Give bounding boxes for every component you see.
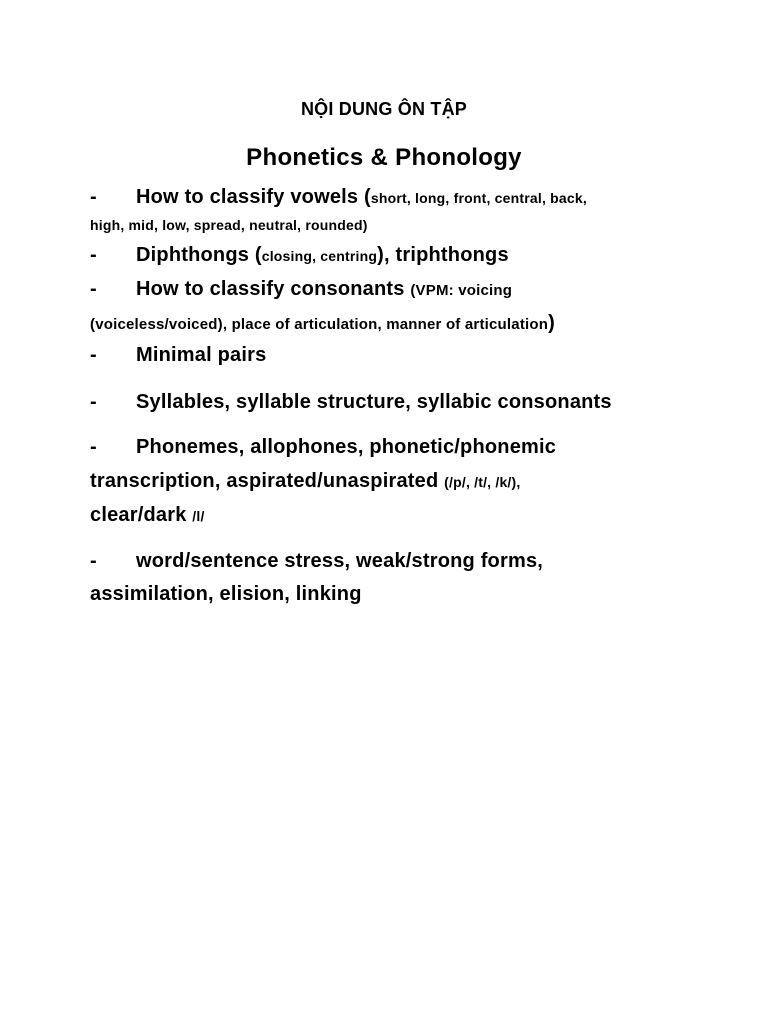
list-item-stress-continued — [90, 581, 362, 607]
bullet-dash: - — [90, 278, 97, 300]
item-detail: (/p/, /t/, /k/), — [444, 474, 521, 490]
vietnamese-heading: NỘI DUNG ÔN TẬP — [300, 99, 467, 119]
bullet-dash: - — [90, 550, 97, 572]
list-item-vowels-continued — [90, 212, 368, 238]
item-detail: closing, centring — [261, 248, 378, 264]
item-text: Diphthongs ( — [136, 244, 262, 266]
item-text: clear/dark — [90, 504, 193, 526]
list-item-phonemes-continued-2 — [90, 502, 205, 529]
item-text: Phonemes, allophones, phonetic/phonemic — [136, 436, 557, 458]
page-title: Phonetics & Phonology — [246, 144, 522, 171]
bullet-dash: - — [90, 391, 97, 413]
item-text: assimilation, elision, linking — [90, 583, 362, 605]
list-item-syllables — [90, 389, 612, 415]
item-detail: (VPM: voicing — [410, 282, 513, 299]
item-detail: /l/ — [192, 508, 205, 524]
list-item-phonemes-continued — [90, 468, 520, 495]
item-text: How to classify consonants — [136, 278, 411, 300]
bullet-dash: - — [90, 244, 97, 266]
list-item-vowels — [90, 184, 587, 211]
item-text: Minimal pairs — [136, 344, 267, 366]
item-text: ) — [548, 312, 555, 334]
list-item-consonants — [90, 276, 512, 304]
list-item-stress — [90, 548, 543, 574]
item-detail: high, mid, low, spread, neutral, rounded) — [90, 217, 368, 233]
list-item-phonemes — [90, 434, 556, 460]
list-item-diphthongs — [90, 242, 509, 269]
item-text: ), triphthongs — [377, 244, 509, 266]
item-text: transcription, aspirated/unaspirated — [90, 470, 445, 492]
item-detail: (voiceless/voiced), place of articulation, manner of articulation — [90, 316, 549, 333]
item-text: How to classify vowels ( — [136, 186, 371, 208]
bullet-dash: - — [90, 436, 97, 458]
bullet-dash: - — [90, 344, 97, 366]
bullet-dash: - — [90, 186, 97, 208]
item-detail: short, long, front, central, back, — [370, 190, 587, 206]
item-text: Syllables, syllable structure, syllabic consonants — [136, 391, 612, 413]
list-item-minimal-pairs — [90, 342, 266, 368]
list-item-consonants-continued — [90, 310, 555, 338]
item-text: word/sentence stress, weak/strong forms, — [136, 550, 544, 572]
